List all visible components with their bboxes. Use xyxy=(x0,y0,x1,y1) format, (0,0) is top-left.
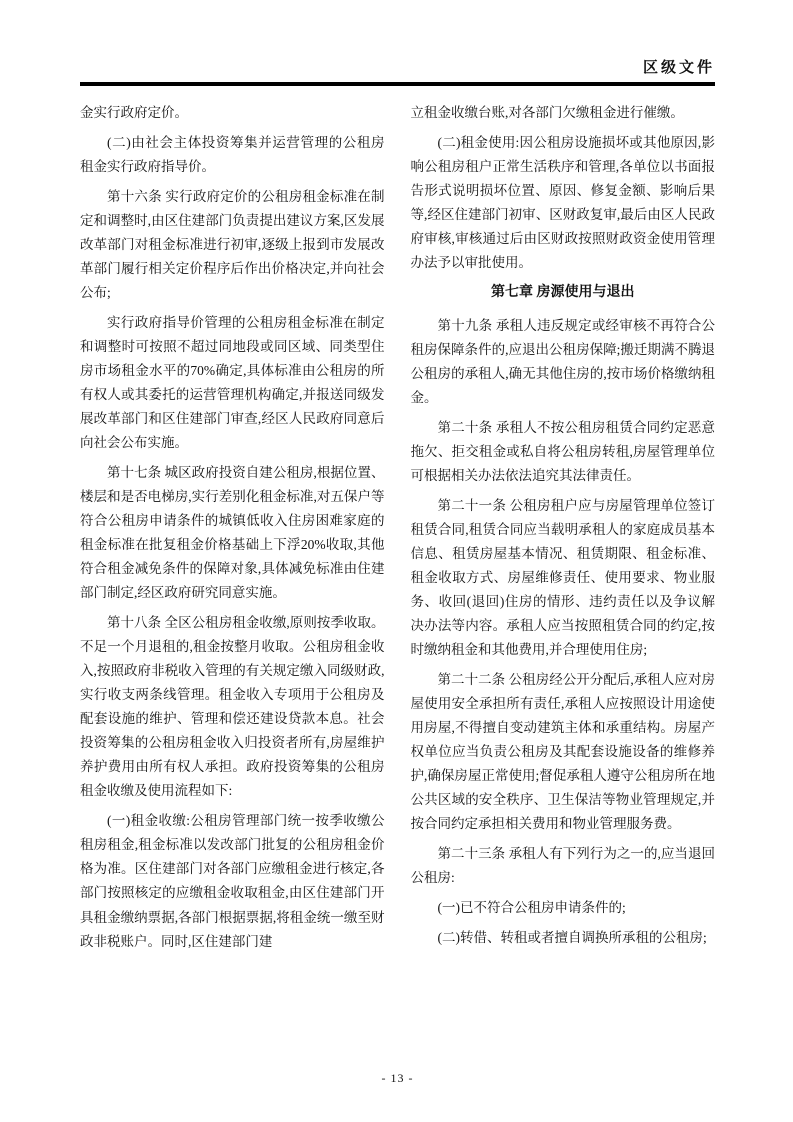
document-body xyxy=(80,86,715,1065)
paragraph: 实行政府指导价管理的公租房租金标准在制定和调整时可按照不超过同地段或同区域、同类型住房市场租金水平的70%确定,具体标准由公租房的所有权人或其委托的运营管理机构确定,并报送同级发展改革部门和区住建部门审查,经区人民政府同意后向社会公布实施。 xyxy=(80,315,385,451)
paragraph-article-23: 第二十三条 承租人有下列行为之一的,应当退回公租房: xyxy=(410,846,715,886)
paragraph-article-18: 第十八条 全区公租房租金收缴,原则按季收取。不足一个月退租的,租金按整月收取。公租房租金收入,按照政府非税收入管理的有关规定缴入同级财政,实行收支两条线管理。租金收入专项用于公租房及配套设施的维护、管理和偿还建设贷款本息。社会投资筹集的公租房租金收入归投资者所有,房屋维护养护费用由所有权人承担。政府投资筹集的公租房租金收缴及使用流程如下: xyxy=(80,615,385,799)
paragraph-list-item: (二)转借、转租或者擅自调换所承租的公租房; xyxy=(437,930,707,946)
left-column xyxy=(80,101,385,1065)
paragraph-continuation: 金实行政府定价。 xyxy=(80,105,188,120)
paragraph-article-17: 第十七条 城区政府投资自建公租房,根据位置、楼层和是否电梯房,实行差别化租金标准,对五保户等符合公租房申请条件的城镇低收入住房困难家庭的租金标准在批复租金价格基础上下浮20%收取,其他符合租金减免条件的保障对象,具体减免标准由住建部门制定,经区政府研究同意实施。 xyxy=(80,465,385,601)
paragraph: (一)租金收缴:公租房管理部门统一按季收缴公租房租金,租金标准以发改部门批复的公租房租金价格为准。区住建部门对各部门应缴租金进行核定,各部门按照核定的应缴租金收取租金,由区住建部门开具租金缴纳票据,各部门根据票据,将租金统一缴至财政非税账户。同时,区住建部门建 xyxy=(80,813,385,949)
paragraph-article-21: 第二十一条 公租房租户应与房屋管理单位签订租赁合同,租赁合同应当载明承租人的家庭成员基本信息、租赁房屋基本情况、租赁期限、租金标准、租金收取方式、房屋维修责任、使用要求、物业服务、收回(退回)住房的情形、违约责任以及争议解决办法等内容。承租人应当按照租赁合同的约定,按时缴纳租金和其他费用,并合理使用住房; xyxy=(410,498,715,658)
paragraph: (二)由社会主体投资筹集并运营管理的公租房租金实行政府指导价。 xyxy=(80,135,385,175)
page-footer xyxy=(80,1065,715,1086)
paragraph-article-19: 第十九条 承租人违反规定或经审核不再符合公租房保障条件的,应退出公租房保障;搬迁期满不腾退公租房的承租人,确无其他住房的,按市场价格缴纳租金。 xyxy=(410,318,715,406)
paragraph: (二)租金使用:因公租房设施损坏或其他原因,影响公租房租户正常生活秩序和管理,各单位以书面报告形式说明损坏位置、原因、修复金额、影响后果等,经区住建部门初审、区财政复审,最后由区人民政府审核,审核通过后由区财政按照财政资金使用管理办法予以审批使用。 xyxy=(410,135,715,271)
paragraph-article-22: 第二十二条 公租房经公开分配后,承租人应对房屋使用安全承担所有责任,承租人应按照设计用途使用房屋,不得擅自变动建筑主体和承重结构。房屋产权单位应当负责公租房及其配套设施设备的维修养护,确保房屋正常使用;督促承租人遵守公租房所在地公共区域的安全秩序、卫生保洁等物业管理规定,并按合同约定承担相关费用和物业管理服务费。 xyxy=(410,672,715,832)
page-header xyxy=(80,56,715,82)
paragraph-article-16: 第十六条 实行政府定价的公租房租金标准在制定和调整时,由区住建部门负责提出建议方案,区发展改革部门对租金标准进行初审,逐级上报到市发展改革部门履行相关定价程序后作出价格决定,并向社会公布; xyxy=(80,189,385,301)
paragraph-list-item: (一)已不符合公租房申请条件的; xyxy=(437,900,626,916)
chapter-heading: 第七章 房源使用与退出 xyxy=(491,285,635,301)
paragraph-continuation: 立租金收缴台账,对各部门欠缴租金进行催缴。 xyxy=(410,105,684,120)
header-doc-type-label: 区级文件 xyxy=(642,60,715,76)
paragraph-article-20: 第二十条 承租人不按公租房租赁合同约定恶意拖欠、拒交租金或私自将公租房转租,房屋管理单位可根据相关办法依法追究其法律责任。 xyxy=(410,420,715,484)
page-number: - 13 - xyxy=(381,1071,414,1085)
right-column xyxy=(411,101,716,1065)
